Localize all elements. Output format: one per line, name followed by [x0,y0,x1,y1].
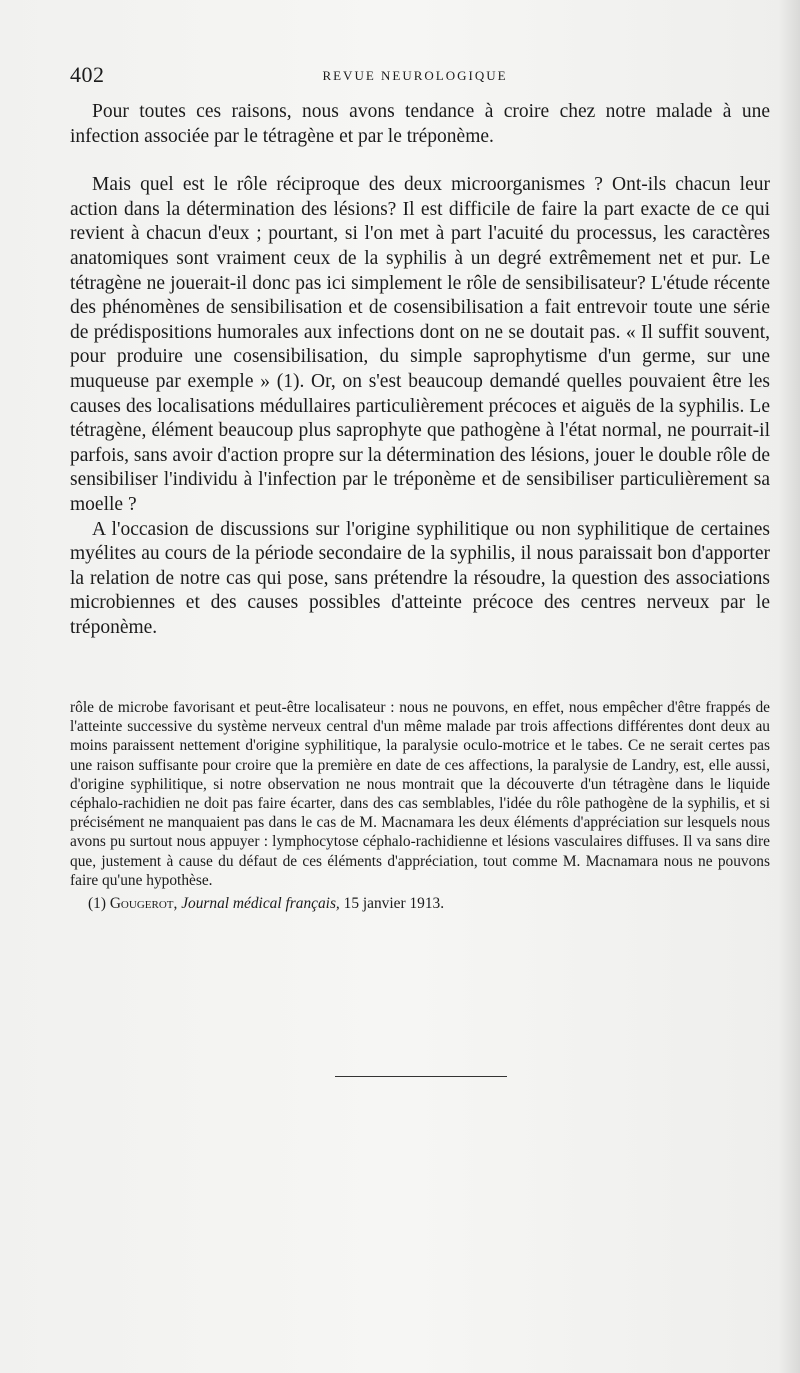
footnotes [70,698,770,913]
paragraph-1: Pour toutes ces raisons, nous avons tendance à croire chez notre malade à une infection associée par le tétragène et par le tréponème. [70,101,770,147]
footnote-1 [70,894,770,913]
page-edge-shadow [778,0,800,1373]
main-text [70,100,770,640]
running-head: REVUE NEUROLOGIQUE [322,68,508,83]
end-rule [335,1076,507,1077]
page-number: 402 [70,62,105,87]
footnote-date: 15 janvier 1913. [343,895,445,913]
footnote-continuation: rôle de microbe favorisant et peut-être localisateur : nous ne pouvons, en effet, nous empêcher d'être frappés de l'atteinte successive du système nerveux central d'un même malade par trois affections différentes dont deux au moins paraissent nettement d'origine syphilitique, la paralysie oculo-motrice et le tabes. Ce ne serait certes pas une raison suffisante pour croire que la première en date de ces affections, la paralysie de Landry, est, elle aussi, d'origine syphilitique, si notre observation ne nous montrait que la découverte d'un tétragène dans le liquide céphalo-rachidien ne doit pas faire écarter, dans des cas semblables, l'idée du rôle pathogène de la syphilis, et si précisément ne manquaient pas dans le cas de M. Macnamara les deux éléments d'appréciation sur lesquels nous avons pu surtout nous appuyer : lymphocytose céphalo-rachidienne et lésions vasculaires diffuses. Il va sans dire que, justement à cause du défaut de ces éléments d'appréciation, tout comme M. Macnamara nous ne pouvons faire qu'une hypothèse. [70,699,770,889]
paragraph-2: Mais quel est le rôle réciproque des deux microorganismes ? Ont-ils chacun leur action dans la détermination des lésions? Il est difficile de faire la part exacte de ce qui revient à chacun d'eux ; pourtant, si l'on met à part l'acuité du processus, les caractères anatomiques sont vraiment ceux de la syphilis à un degré extrêmement net et pur. Le tétragène ne jouerait-il donc pas ici simplement le rôle de sensibilisateur? L'étude récente des phénomènes de sensibilisation et de cosensibilisation a fait entrevoir toute une série de prédispositions humorales aux infections dont on ne se doutait pas. « Il suffit souvent, pour produire une cosensibilisation, du simple saprophytisme d'un germe, sur une muqueuse par exemple » (1). Or, on s'est beaucoup demandé quelles pouvaient être les causes des localisations médullaires particulièrement précoces et aiguës de la syphilis. Le tétragène, élément beaucoup plus saprophyte que pathogène à l'état normal, ne pourrait-il parfois, sans avoir d'action propre sur la détermination des lésions, jouer le double rôle de sensibiliser l'individu à l'infection par le tréponème et de sensibiliser particulièrement sa moelle ? [70,174,770,515]
footnote-author: Gougerot, [109,895,178,913]
page-header [70,62,760,90]
paragraph-3: A l'occasion de discussions sur l'origine syphilitique ou non syphilitique de certaines myélites au cours de la période secondaire de la syphilis, il nous paraissait bon d'apporter la relation de notre cas qui pose, sans prétendre la résoudre, la question des associations microbiennes et des causes possibles d'atteinte précoce des centres nerveux par le tréponème. [70,518,770,638]
footnote-marker: (1) [88,895,106,913]
footnote-journal: Journal médical français, [181,895,340,913]
